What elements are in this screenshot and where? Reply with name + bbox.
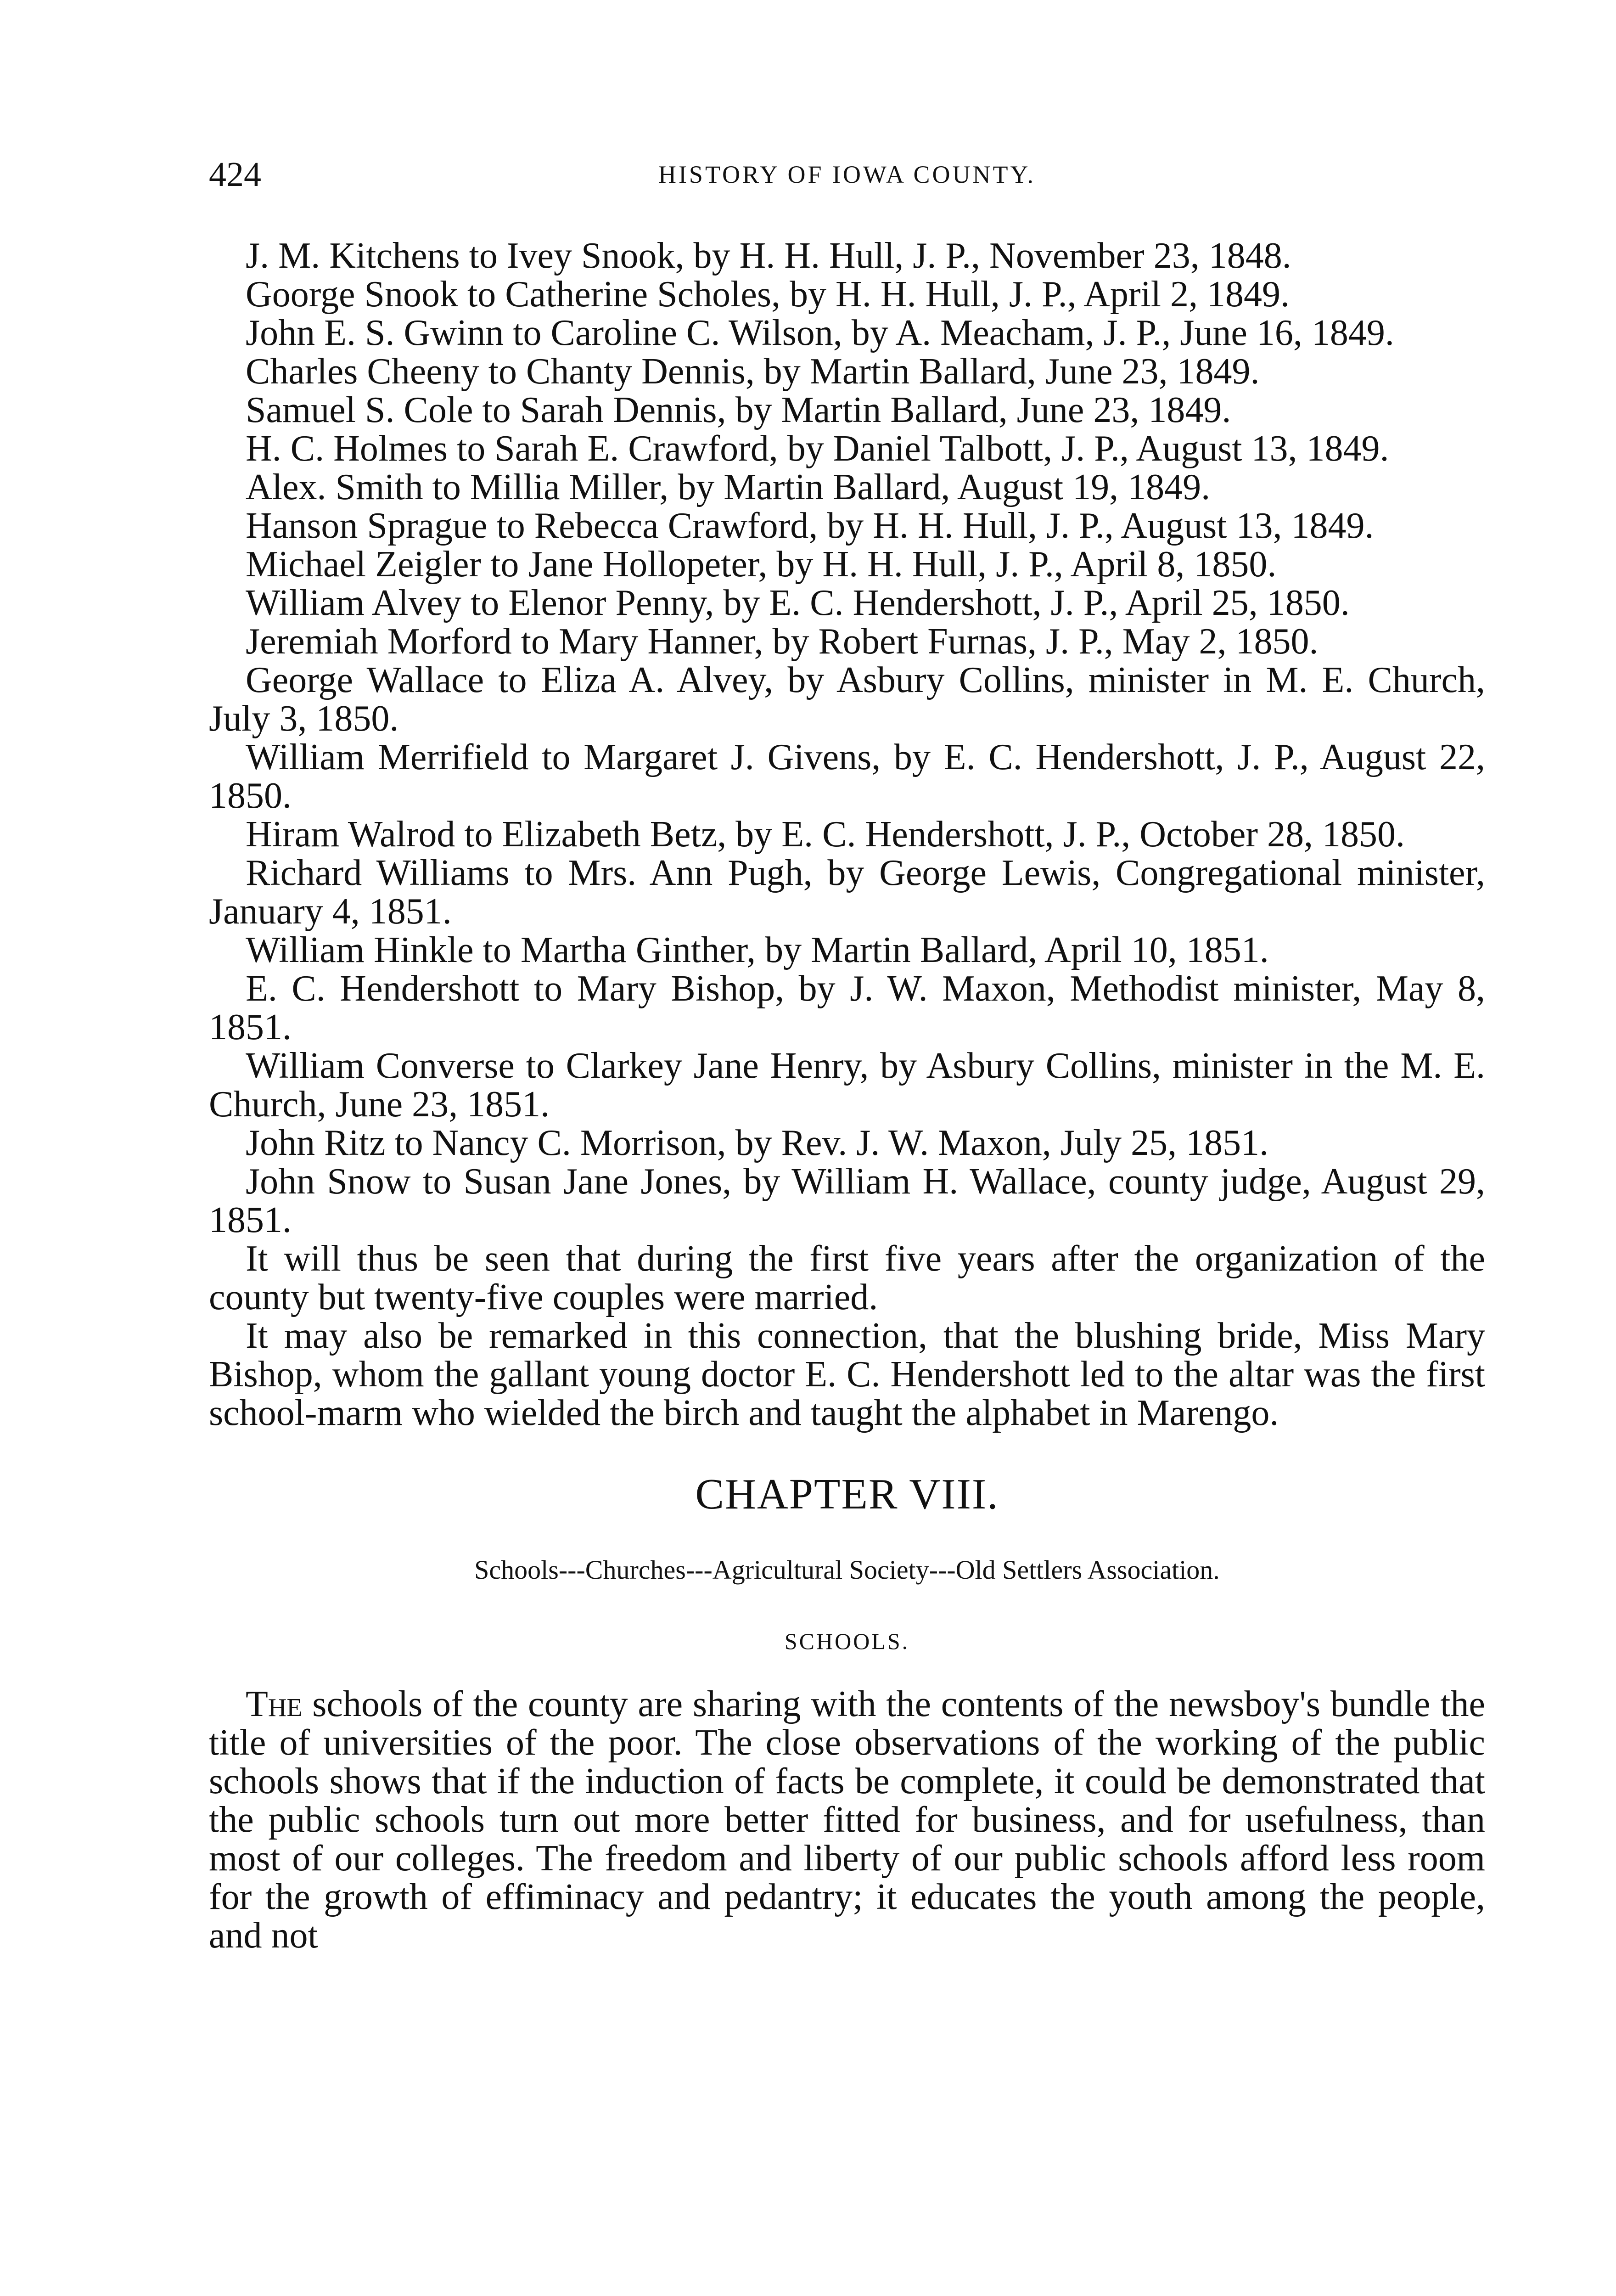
marriage-entry: John Ritz to Nancy C. Morrison, by Rev. J. W. Maxon, July 25, 1851. <box>246 1123 1269 1163</box>
lead-word: The <box>246 1684 303 1724</box>
marriage-entry: John E. S. Gwinn to Caroline C. Wilson, by A. Meacham, J. P., June 16, 1849. <box>246 313 1394 353</box>
remark-paragraph: It may also be remarked in this connection, that the blushing bride, Miss Mary Bishop, whom the gallant young doctor E. C. Hendershott led to the altar was the first school-marm who wielded the birch and taught the alphabet in Marengo. <box>209 1316 1485 1433</box>
running-head <box>209 152 1485 197</box>
marriage-entry: John Snow to Susan Jane Jones, by William H. Wallace, county judge, August 29, 1851. <box>209 1161 1485 1240</box>
marriage-entry: Samuel S. Cole to Sarah Dennis, by Martin Ballard, June 23, 1849. <box>246 390 1231 430</box>
chapter-heading: CHAPTER VIII. <box>695 1470 999 1518</box>
marriage-entry: Richard Williams to Mrs. Ann Pugh, by George Lewis, Congregational minister, January 4, 1851. <box>209 853 1485 932</box>
marriage-entry: Hiram Walrod to Elizabeth Betz, by E. C. Hendershott, J. P., October 28, 1850. <box>246 814 1405 855</box>
marriage-entry: Alex. Smith to Millia Miller, by Martin Ballard, August 19, 1849. <box>246 467 1211 507</box>
schools-paragraph-text: schools of the county are sharing with the contents of the newsboy's bundle the title of universities of the poor. The close observations of the working of the public schools shows that if the induction of facts be complete, it could be demonstrated that the public schools turn out more better fitted for business, and for usefulness, than most of our colleges. The freedom and liberty of our public schools afford less room for the growth of effiminacy and pedantry; it educates the youth among the people, and not <box>209 1684 1485 1956</box>
schools-paragraph <box>209 1685 1485 1955</box>
page-number: 424 <box>209 155 261 194</box>
marriage-entry: Michael Zeigler to Jane Hollopeter, by H. H. Hull, J. P., April 8, 1850. <box>246 544 1277 585</box>
summary-paragraph: It will thus be seen that during the first five years after the organization of the county but twenty-five couples were married. <box>209 1238 1485 1317</box>
running-title: HISTORY OF IOWA COUNTY. <box>658 161 1036 188</box>
marriage-entry: E. C. Hendershott to Mary Bishop, by J. W. Maxon, Methodist minister, May 8, 1851. <box>209 968 1485 1047</box>
marriage-entry: J. M. Kitchens to Ivey Snook, by H. H. Hull, J. P., November 23, 1848. <box>246 236 1291 276</box>
marriage-entry: H. C. Holmes to Sarah E. Crawford, by Daniel Talbott, J. P., August 13, 1849. <box>246 428 1389 469</box>
text-block <box>209 236 1485 1955</box>
marriage-entry: William Merrifield to Margaret J. Givens, by E. C. Hendershott, J. P., August 22, 1850. <box>209 737 1485 816</box>
marriage-entry: George Wallace to Eliza A. Alvey, by Asbury Collins, minister in M. E. Church, July 3, 1850. <box>209 660 1485 739</box>
marriage-entry: Hanson Sprague to Rebecca Crawford, by H. H. Hull, J. P., August 13, 1849. <box>246 506 1374 546</box>
chapter-subtitle: Schools---Churches---Agricultural Society---Old Settlers Association. <box>474 1555 1220 1585</box>
marriage-entry: William Converse to Clarkey Jane Henry, by Asbury Collins, minister in the M. E. Church, June 23, 1851. <box>209 1046 1485 1125</box>
marriage-entry: William Hinkle to Martha Ginther, by Martin Ballard, April 10, 1851. <box>246 930 1269 970</box>
marriage-entry: Jeremiah Morford to Mary Hanner, by Robert Furnas, J. P., May 2, 1850. <box>246 621 1319 662</box>
marriage-entry: William Alvey to Elenor Penny, by E. C. Hendershott, J. P., April 25, 1850. <box>246 583 1350 623</box>
marriage-entry: Charles Cheeny to Chanty Dennis, by Martin Ballard, June 23, 1849. <box>246 351 1260 392</box>
section-heading: SCHOOLS. <box>784 1628 910 1654</box>
marriage-entry: Goorge Snook to Catherine Scholes, by H. H. Hull, J. P., April 2, 1849. <box>246 274 1290 315</box>
